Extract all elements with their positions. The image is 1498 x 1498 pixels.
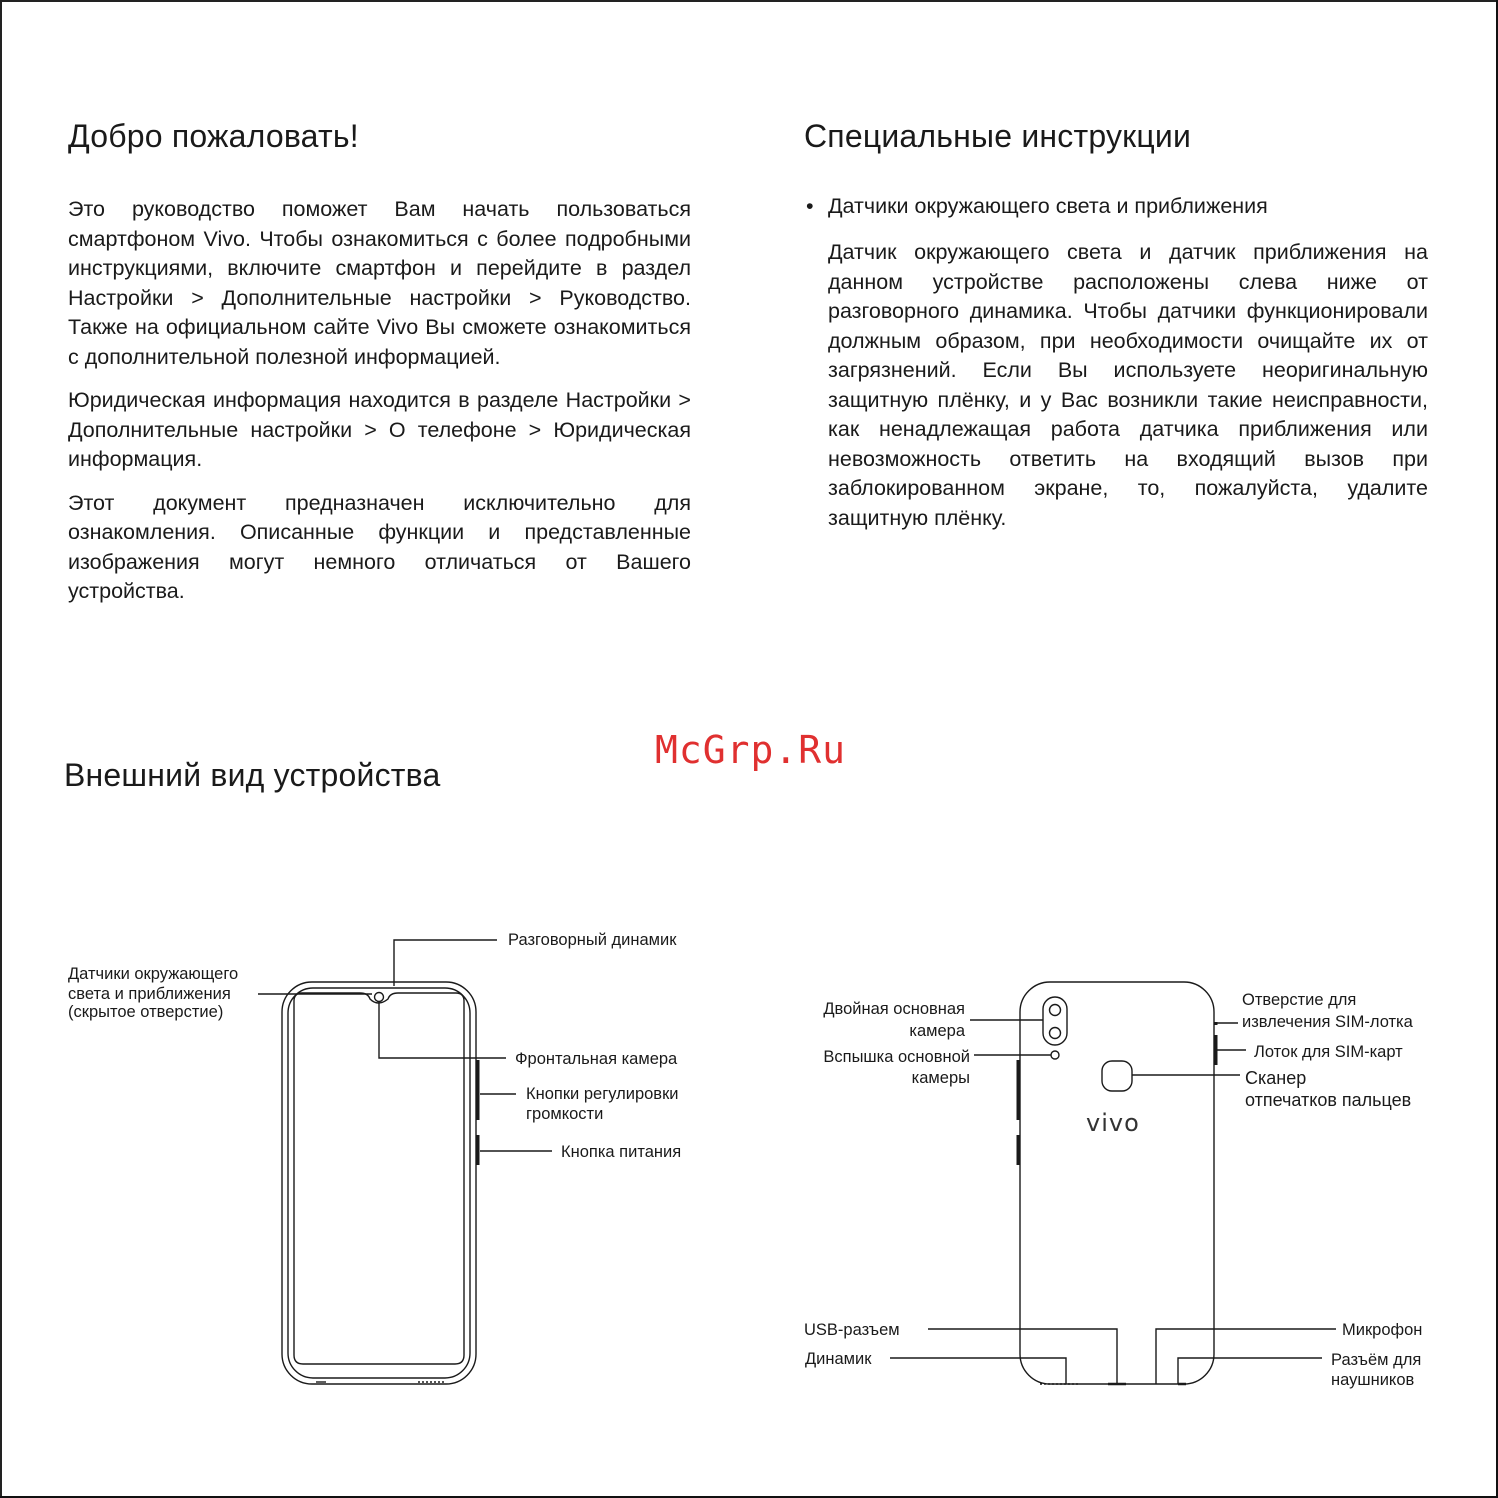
label-headphone-line2: наушников (1331, 1371, 1415, 1389)
welcome-paragraph-1: Это руководство поможет Вам начать пользоваться смартфоном Vivo. Чтобы ознакомиться с более подробными инструкциями, включите смартфон и перейдите в раздел Настройки > Дополнительные настройки > Руководство. Также на официальном сайте Vivo Вы сможете ознакомиться с дополнительной полезной информацией. (68, 197, 691, 369)
label-usb: USB-разъем (804, 1321, 900, 1339)
label-fingerprint-line2: отпечатков пальцев (1245, 1090, 1412, 1110)
label-microphone: Микрофон (1342, 1321, 1423, 1339)
front-phone-illustration (258, 940, 552, 1384)
watermark: McGrp.Ru (655, 728, 847, 772)
label-sensors-line2: света и приближения (68, 985, 231, 1003)
label-front-camera: Фронтальная камера (515, 1050, 678, 1068)
welcome-title: Добро пожаловать! (68, 118, 359, 154)
special-bullet-text: Датчики окружающего света и приближения (828, 194, 1268, 218)
special-title: Специальные инструкции (804, 118, 1192, 154)
label-sim-hole-line2: извлечения SIM-лотка (1242, 1013, 1413, 1031)
label-earpiece: Разговорный динамик (508, 931, 677, 949)
label-headphone-line1: Разъём для (1331, 1351, 1422, 1369)
label-dual-camera-line1: Двойная основная (823, 1000, 965, 1018)
label-sim-tray: Лоток для SIM-карт (1254, 1043, 1403, 1061)
label-volume-line2: громкости (526, 1105, 604, 1123)
special-paragraph: Датчик окружающего света и датчик приближения на данном устройстве расположены слева ниже от разговорного динамика. Чтобы датчики функционировали должным образом, при необходимости очищайте их от загрязнений. Если Вы используете неоригинальную защитную плёнку, и у Вас возникли такие неисправности, как ненадлежащая работа датчика приближения или невозможность ответить на входящий вызов при заблокированном экране, то, пожалуйста, удалите защитную плёнку. (828, 240, 1428, 530)
label-flash-line1: Вспышка основной (823, 1048, 970, 1066)
label-flash-line2: камеры (911, 1069, 970, 1087)
label-sensors-line3: (скрытое отверстие) (68, 1003, 224, 1021)
label-speaker: Динамик (805, 1350, 872, 1368)
appearance-title: Внешний вид устройства (64, 757, 441, 793)
welcome-paragraph-3: Этот документ предназначен исключительно для ознакомления. Описанные функции и представленные изображения могут немного отличаться от Вашего устройства. (68, 490, 691, 603)
label-sensors-line1: Датчики окружающего (68, 965, 239, 983)
welcome-paragraph-2: Юридическая информация находится в разделе Настройки > Дополнительные настройки > О телефоне > Юридическая информация. (68, 388, 691, 471)
bullet-dot-icon: • (806, 194, 814, 218)
label-dual-camera-line2: камера (909, 1022, 965, 1040)
label-fingerprint-line1: Сканер (1245, 1068, 1307, 1088)
vivo-logo: vivo (1086, 1109, 1140, 1137)
label-power: Кнопка питания (561, 1143, 682, 1161)
label-volume-line1: Кнопки регулировки (526, 1085, 679, 1103)
label-sim-hole-line1: Отверстие для (1242, 991, 1357, 1009)
